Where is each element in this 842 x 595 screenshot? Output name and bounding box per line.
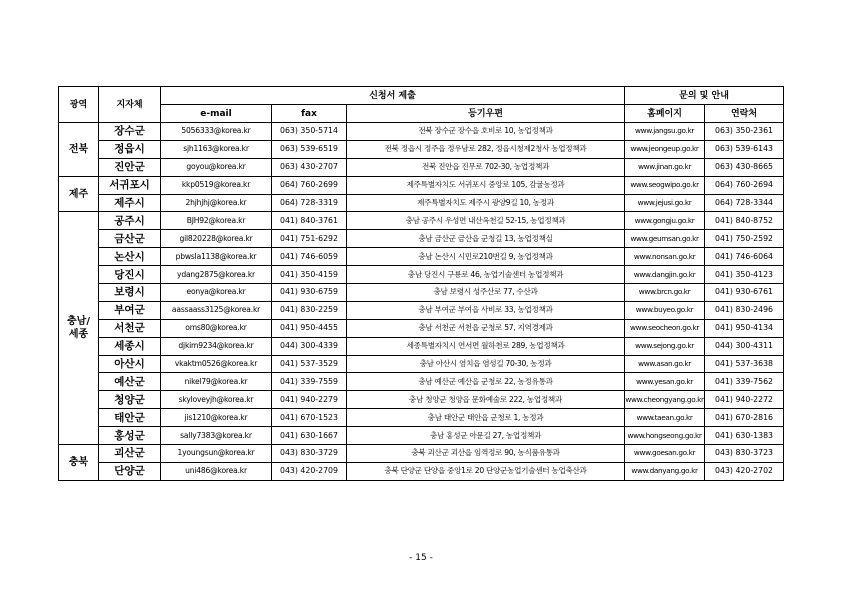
page-number: - 15 -: [409, 553, 433, 563]
postal-address-cell: 충북 괴산군 괴산읍 임꺽정로 90, 농식품유통과: [347, 445, 625, 463]
postal-address-cell: 충남 아산시 염치읍 염성길 70-30, 농정과: [347, 355, 625, 373]
fax-cell: 041) 630-1667: [272, 427, 347, 445]
email-cell: kkp0519@korea.kr: [161, 176, 272, 194]
municipality-cell: 제주시: [99, 194, 161, 212]
email-cell: sally7383@korea.kr: [161, 427, 272, 445]
fax-cell: 064) 728-3319: [272, 194, 347, 212]
municipality-header: 지자체: [99, 87, 161, 123]
fax-header: fax: [272, 105, 347, 123]
email-cell: ydang2875@korea.kr: [161, 266, 272, 284]
homepage-cell: www.goesan.go.kr: [625, 445, 705, 463]
table-row: [59, 123, 784, 141]
fax-cell: 044) 300-4339: [272, 337, 347, 355]
email-cell: nikel79@korea.kr: [161, 373, 272, 391]
post-header: 등기우편: [347, 105, 625, 123]
homepage-cell: www.asan.go.kr: [625, 355, 705, 373]
phone-cell: 041) 537-3638: [705, 355, 784, 373]
phone-cell: 044) 300-4311: [705, 337, 784, 355]
email-cell: 2hjhjhj@korea.kr: [161, 194, 272, 212]
phone-cell: 064) 760-2694: [705, 176, 784, 194]
region-cell: 충남/ 세종: [59, 212, 99, 445]
region-header: 광역: [59, 87, 99, 123]
phone-cell: 041) 670-2816: [705, 409, 784, 427]
email-cell: BJH92@korea.kr: [161, 212, 272, 230]
homepage-cell: www.buyeo.go.kr: [625, 301, 705, 319]
region-cell: 제주: [59, 176, 99, 212]
postal-address-cell: 충남 청양군 청양읍 문화예술로 222, 농업정책과: [347, 391, 625, 409]
table-row: [59, 319, 784, 337]
email-header: e-mail: [161, 105, 272, 123]
municipality-cell: 논산시: [99, 248, 161, 266]
phone-cell: 041) 840-8752: [705, 212, 784, 230]
homepage-cell: www.geumsan.go.kr: [625, 230, 705, 248]
phone-cell: 041) 630-1383: [705, 427, 784, 445]
homepage-cell: www.gongju.go.kr: [625, 212, 705, 230]
fax-cell: 041) 670-1523: [272, 409, 347, 427]
email-cell: 1youngsun@korea.kr: [161, 445, 272, 463]
table-row: [59, 212, 784, 230]
postal-address-cell: 충남 공주시 우성면 내산옥천길 52-15, 농업정책과: [347, 212, 625, 230]
postal-address-cell: 충남 금산군 금산읍 군청길 13, 농업정책실: [347, 230, 625, 248]
email-cell: uni486@korea.kr: [161, 462, 272, 480]
homepage-cell: www.brcn.go.kr: [625, 284, 705, 302]
postal-address-cell: 충남 당진시 구룡로 46, 농업기술센터 농업정책과: [347, 266, 625, 284]
fax-cell: 041) 751-6292: [272, 230, 347, 248]
homepage-cell: www.nonsan.go.kr: [625, 248, 705, 266]
phone-cell: 064) 728-3344: [705, 194, 784, 212]
inquiry-group-header: 문의 및 안내: [625, 87, 784, 105]
homepage-cell: www.jangsu.go.kr: [625, 123, 705, 141]
email-cell: pbwsla1138@korea.kr: [161, 248, 272, 266]
phone-cell: 063) 539-6143: [705, 140, 784, 158]
email-cell: gil820228@korea.kr: [161, 230, 272, 248]
fax-cell: 041) 950-4455: [272, 319, 347, 337]
table-row: [59, 409, 784, 427]
table-row: [59, 391, 784, 409]
municipality-cell: 서귀포시: [99, 176, 161, 194]
homepage-cell: www.cheongyang.go.kr: [625, 391, 705, 409]
submit-group-header: 신청서 제출: [161, 87, 625, 105]
municipality-cell: 세종시: [99, 337, 161, 355]
homepage-cell: www.dangjin.go.kr: [625, 266, 705, 284]
table-row: [59, 176, 784, 194]
phone-cell: 041) 746-6064: [705, 248, 784, 266]
phone-cell: 041) 930-6761: [705, 284, 784, 302]
email-cell: vkaktm0526@korea.kr: [161, 355, 272, 373]
table-row: [59, 427, 784, 445]
fax-cell: 043) 830-3729: [272, 445, 347, 463]
homepage-cell: www.danyang.go.kr: [625, 462, 705, 480]
homepage-cell: www.sejong.go.kr: [625, 337, 705, 355]
email-cell: skyloveyjh@korea.kr: [161, 391, 272, 409]
municipality-cell: 청양군: [99, 391, 161, 409]
table-row: [59, 284, 784, 302]
contact-header: 연락처: [705, 105, 784, 123]
postal-address-cell: 제주특별자치도 제주시 광양9길 10, 농정과: [347, 194, 625, 212]
table-row: [59, 140, 784, 158]
fax-cell: 063) 430-2707: [272, 158, 347, 176]
phone-cell: 063) 430-8665: [705, 158, 784, 176]
homepage-cell: www.jeongeup.go.kr: [625, 140, 705, 158]
homepage-cell: www.jejusi.go.kr: [625, 194, 705, 212]
postal-address-cell: 충남 보령시 성주산로 77, 수산과: [347, 284, 625, 302]
homepage-cell: www.seogwipo.go.kr: [625, 176, 705, 194]
email-cell: oms80@korea.kr: [161, 319, 272, 337]
table-row: [59, 194, 784, 212]
phone-cell: 041) 350-4123: [705, 266, 784, 284]
email-cell: jis1210@korea.kr: [161, 409, 272, 427]
municipality-cell: 부여군: [99, 301, 161, 319]
fax-cell: 041) 350-4159: [272, 266, 347, 284]
table-row: [59, 373, 784, 391]
municipality-cell: 금산군: [99, 230, 161, 248]
fax-cell: 041) 339-7559: [272, 373, 347, 391]
email-cell: sjh1163@korea.kr: [161, 140, 272, 158]
homepage-cell: www.taean.go.kr: [625, 409, 705, 427]
postal-address-cell: 전북 정읍시 정주읍 정우남로 282, 정읍시청제2청사 농업정책과: [347, 140, 625, 158]
table-row: [59, 266, 784, 284]
homepage-cell: www.jinan.go.kr: [625, 158, 705, 176]
postal-address-cell: 충남 태안군 태안읍 군청로 1, 농정과: [347, 409, 625, 427]
fax-cell: 041) 940-2279: [272, 391, 347, 409]
phone-cell: 041) 339-7562: [705, 373, 784, 391]
fax-cell: 043) 420-2709: [272, 462, 347, 480]
municipality-cell: 태안군: [99, 409, 161, 427]
phone-cell: 041) 830-2496: [705, 301, 784, 319]
phone-cell: 063) 350-2361: [705, 123, 784, 141]
municipality-cell: 보령시: [99, 284, 161, 302]
phone-cell: 043) 420-2702: [705, 462, 784, 480]
phone-cell: 041) 950-4134: [705, 319, 784, 337]
municipality-cell: 예산군: [99, 373, 161, 391]
postal-address-cell: 충북 단양군 단양읍 중앙1로 20 단양군농업기술센터 농업축산과: [347, 462, 625, 480]
homepage-cell: www.seocheon.go.kr: [625, 319, 705, 337]
header-row-2: [59, 105, 784, 123]
table-row: [59, 158, 784, 176]
municipality-cell: 당진시: [99, 266, 161, 284]
fax-cell: 041) 537-3529: [272, 355, 347, 373]
phone-cell: 041) 940-2272: [705, 391, 784, 409]
region-cell: 전북: [59, 123, 99, 177]
postal-address-cell: 세종특별자치시 연서면 월하천로 289, 농업정책과: [347, 337, 625, 355]
postal-address-cell: 충남 논산시 시민로210번길 9, 농업정책과: [347, 248, 625, 266]
region-cell: 충북: [59, 445, 99, 481]
postal-address-cell: 충남 서천군 서천읍 군청로 57, 지역경제과: [347, 319, 625, 337]
fax-cell: 064) 760-2699: [272, 176, 347, 194]
homepage-header: 홈페이지: [625, 105, 705, 123]
table-row: [59, 337, 784, 355]
table-row: [59, 445, 784, 463]
municipality-cell: 진안군: [99, 158, 161, 176]
municipality-cell: 정읍시: [99, 140, 161, 158]
postal-address-cell: 전북 진안읍 진무로 702-30, 농업정책과: [347, 158, 625, 176]
fax-cell: 063) 350-5714: [272, 123, 347, 141]
postal-address-cell: 전북 장수군 장수읍 호비로 10, 농업정책과: [347, 123, 625, 141]
municipality-cell: 홍성군: [99, 427, 161, 445]
fax-cell: 041) 840-3761: [272, 212, 347, 230]
municipality-cell: 괴산군: [99, 445, 161, 463]
municipality-cell: 아산시: [99, 355, 161, 373]
table-row: [59, 230, 784, 248]
fax-cell: 041) 746-6059: [272, 248, 347, 266]
fax-cell: 041) 930-6759: [272, 284, 347, 302]
table-row: [59, 355, 784, 373]
municipality-cell: 장수군: [99, 123, 161, 141]
postal-address-cell: 충남 예산군 예산읍 군청로 22, 농정유통과: [347, 373, 625, 391]
table-row: [59, 462, 784, 480]
phone-cell: 041) 750-2592: [705, 230, 784, 248]
postal-address-cell: 충남 부여군 부여읍 사비로 33, 농업정책과: [347, 301, 625, 319]
municipality-cell: 단양군: [99, 462, 161, 480]
homepage-cell: www.hongseong.go.kr: [625, 427, 705, 445]
postal-address-cell: 제주특별자치도 서귀포시 중앙로 105, 감귤농정과: [347, 176, 625, 194]
phone-cell: 043) 830-3723: [705, 445, 784, 463]
email-cell: eonya@korea.kr: [161, 284, 272, 302]
email-cell: djkim9234@korea.kr: [161, 337, 272, 355]
header-row-1: [59, 87, 784, 105]
table-row: [59, 248, 784, 266]
municipality-cell: 서천군: [99, 319, 161, 337]
email-cell: aassaass3125@korea.kr: [161, 301, 272, 319]
fax-cell: 041) 830-2259: [272, 301, 347, 319]
email-cell: 5056333@korea.kr: [161, 123, 272, 141]
table-row: [59, 301, 784, 319]
municipality-cell: 공주시: [99, 212, 161, 230]
postal-address-cell: 충남 홍성군 아문길 27, 농업정책과: [347, 427, 625, 445]
email-cell: goyou@korea.kr: [161, 158, 272, 176]
homepage-cell: www.yesan.go.kr: [625, 373, 705, 391]
fax-cell: 063) 539-6519: [272, 140, 347, 158]
contact-table: [58, 86, 784, 481]
